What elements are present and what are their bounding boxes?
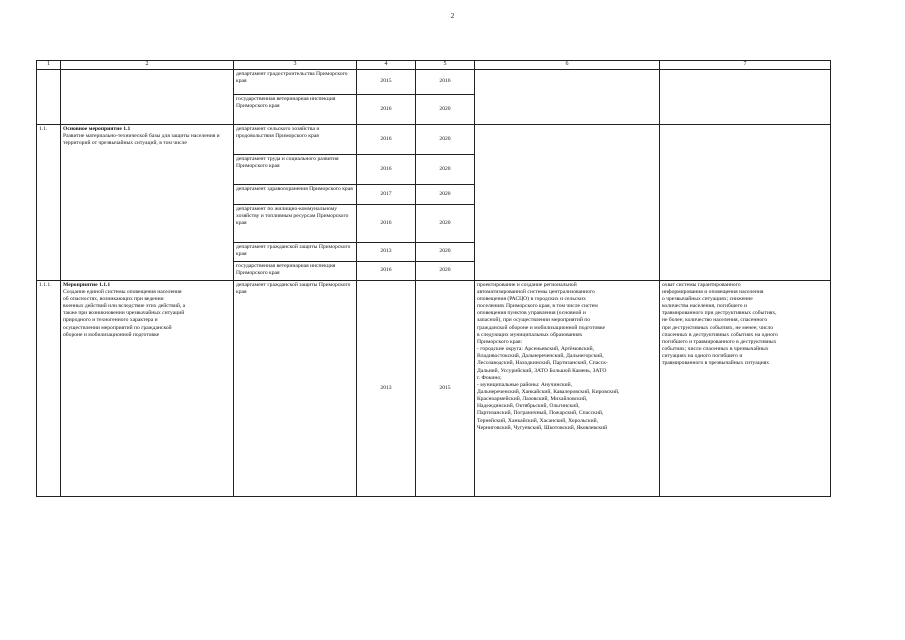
section-number: 1.1.1. <box>37 280 61 496</box>
column-header: 6 <box>475 61 660 70</box>
column-header: 7 <box>660 61 831 70</box>
end-year: 2020 <box>416 242 475 261</box>
section-text: Развитие материально-технической базы для защиты населения и территорий от чрезвычайных ситуаций, в том числе <box>63 132 220 146</box>
result-cell <box>475 124 660 280</box>
end-year: 2020 <box>416 184 475 204</box>
end-year: 2020 <box>416 154 475 184</box>
section-text: Создание единой системы оповещения населения об опасностях, возникающих при ведении военных действий или вследствие этих действий, а также при возникновении чрезвычайных ситуаций природного и техногенного характера и осуществлении мероприятий по гражданской обороне и мобилизационной подготовке <box>63 288 186 338</box>
section-title: Мероприятие 1.1.1 <box>63 281 111 288</box>
table-row <box>37 124 831 154</box>
column-header: 5 <box>416 61 475 70</box>
start-year: 2016 <box>357 204 416 242</box>
section-title: Основное мероприятие 1.1 <box>63 125 131 132</box>
indicator-cell <box>660 124 831 280</box>
dept-cell: государственная ветеринарная инспекция Приморского края <box>234 94 357 124</box>
start-year: 2013 <box>357 280 416 496</box>
dept-cell: департамент труда и социального развития Приморского края <box>234 154 357 184</box>
dept-cell: департамент по жилищно-коммунальному хозяйству и топливным ресурсам Приморского края <box>234 204 357 242</box>
section-description <box>61 280 234 496</box>
start-year: 2016 <box>357 154 416 184</box>
end-year: 2020 <box>416 94 475 124</box>
column-number-row <box>37 61 831 70</box>
dept-cell: департамент здравоохранения Приморского края <box>234 184 357 204</box>
result-cell <box>475 69 660 124</box>
table-row <box>37 69 831 94</box>
end-year: 2016 <box>416 69 475 94</box>
dept-cell: департамент гражданской защиты Приморского края <box>234 280 357 496</box>
column-header: 3 <box>234 61 357 70</box>
start-year: 2016 <box>357 261 416 280</box>
dept-cell: государственная ветеринарная инспекция Приморского края <box>234 261 357 280</box>
end-year: 2020 <box>416 124 475 154</box>
end-year: 2020 <box>416 204 475 242</box>
start-year: 2015 <box>357 69 416 94</box>
num-cell <box>37 69 61 124</box>
column-header: 2 <box>61 61 234 70</box>
end-year: 2020 <box>416 261 475 280</box>
column-header: 1 <box>37 61 61 70</box>
indicator-cell <box>660 280 831 496</box>
column-header: 4 <box>357 61 416 70</box>
table-row <box>37 280 831 496</box>
start-year: 2017 <box>357 184 416 204</box>
end-year: 2015 <box>416 280 475 496</box>
dept-cell: департамент гражданской защиты Приморского края <box>234 242 357 261</box>
indicator-text: охват системы гарантированного информирования и оповещения населения о чрезвычайных ситуациях; снижение количества населения, погибшего и травмированного при деструктивных событиях, не более; количество населения, спасенного при деструктивных событиях, не менее; число спасенных в деструктивных событиях на одного погибшего и травмированного в деструктивных событиях; число спасенных в чрезвычайных ситуациях на одного погибшего и травмированного в чрезвычайных ситуациях <box>662 281 778 367</box>
dept-cell: департамент градостроительства Приморского края <box>234 69 357 94</box>
start-year: 2016 <box>357 94 416 124</box>
section-number: 1.1. <box>37 124 61 280</box>
start-year: 2016 <box>357 124 416 154</box>
section-description <box>61 124 234 280</box>
result-text: проектирование и создание региональной автоматизированной системы централизованного оповещения (РАСЦО) в городских и сельских поселениях Приморского края, в том числе систем оповещения пунктов управления (основной и запасной), при осуществлении мероприятий по гражданской обороне и мобилизационной подготовке в следующих муниципальных образованиях Приморского края: - городские округа: Арсеньевский, Артёмовский, Владивостокский, Дальнереченский, Дальнегорский, Лесозаводский, Находкинский, Партизанский, Спасск- Дальний, Уссурийский, ЗАТО Большой Камень, ЗАТО г. Фокино; - муниципальные районы: Анучинский, Дальнереченский, Ханкайский, Кавалеровский, Кировский, Красноармейский, Лазовский, Михайловский, Надеждинский, Октябрьский, Ольгинский, Партизанский, Пограничный, Пожарский, Спасский, Тернейский, Ханкайский, Хасанский, Хорольский, Черниговский, Чугуевский, Шкотовский, Яковлевский <box>477 281 620 431</box>
program-table <box>36 60 831 497</box>
page-number: 2 <box>450 12 455 20</box>
result-cell <box>475 280 660 496</box>
dept-cell: департамент сельского хозяйства и продовольствия Приморского края <box>234 124 357 154</box>
name-cell <box>61 69 234 124</box>
start-year: 2013 <box>357 242 416 261</box>
indicator-cell <box>660 69 831 124</box>
